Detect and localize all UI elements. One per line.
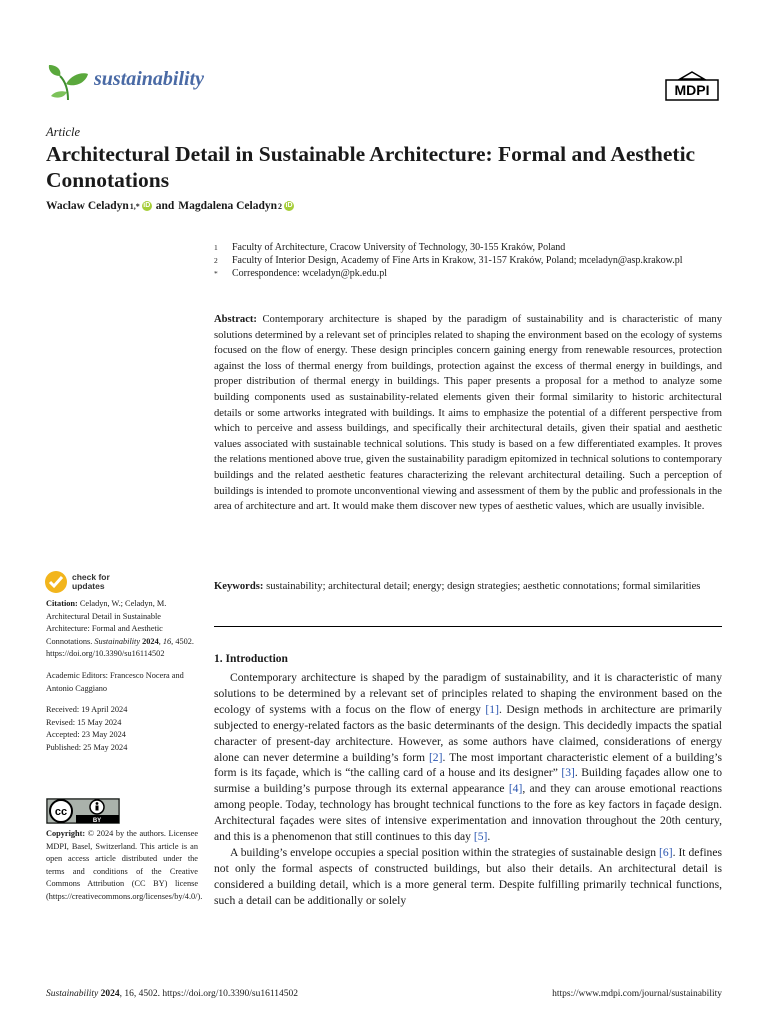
reference-link[interactable]: [2] [428, 750, 443, 764]
footer-doi[interactable]: , 16, 4502. https://doi.org/10.3390/su16114502 [119, 989, 299, 999]
footer-journal: Sustainability [46, 989, 99, 999]
reference-link[interactable]: [3] [561, 766, 575, 780]
author-list [46, 200, 294, 212]
citation: Citation: Celadyn, W.; Celadyn, M. Architectural Detail in Sustainable Architecture: Formal and Aesthetic Connotations. Sustainability 2024, 16, 4502. https://doi.org/10.3390/su16114502 [46, 599, 194, 659]
citation-text: Celadyn, W.; Celadyn, M. Architectural Detail in Sustainable Architecture: Formal and Aesthetic Connotations. [46, 599, 167, 646]
text-run: . Building façades allow one to surmise a building’s purpose through its external appearance [214, 766, 723, 796]
citation-doi[interactable]: , 4502. https://doi.org/10.3390/su16114502 [46, 636, 194, 659]
text-run: Contemporary architecture is shaped by the paradigm of sustainability, and it is characteristic of many solutions to be determined by a relevant set of principles related to shaping the environment based on the ecology of systems with a focus on the flow of energy [214, 671, 722, 716]
text-run: . [487, 830, 491, 844]
reference-link[interactable]: [5] [473, 830, 488, 844]
affiliation-mark: 1 [214, 243, 218, 252]
abstract [214, 312, 722, 515]
text-run: , and they can arouse emotional reactions among people. Today, technology has brought technical functions to the fore as key factors in façade design. Architectural façades were sites of intensive experimentation and innovation throughout the 20th century, and this is a phenomenon that still continues to this day [214, 782, 723, 844]
cc-by-label: BY [92, 818, 102, 824]
keywords [214, 579, 722, 595]
affiliation-text: Correspondence: wceladyn@pk.edu.pl [232, 268, 387, 279]
check-updates-line1: check for [72, 572, 110, 582]
cc-by-license-icon[interactable] [46, 798, 120, 824]
date-received: Received: 19 April 2024 [46, 705, 128, 715]
copyright-label: Copyright: [46, 829, 86, 838]
section-divider [214, 626, 722, 627]
copyright-notice [46, 828, 203, 904]
keywords-text: sustainability; architectural detail; energy; design strategies; aesthetic connotations; formal similarities [266, 581, 701, 592]
publisher-name: MDPI [674, 82, 710, 98]
journal-logo-icon [46, 62, 90, 102]
affiliation-mark: * [214, 269, 218, 278]
date-accepted: Accepted: 23 May 2024 [46, 730, 126, 740]
journal-name: sustainability [94, 68, 205, 90]
affiliation-text: Faculty of Architecture, Cracow University of Technology, 30-155 Kraków, Poland [232, 242, 566, 253]
paragraph [214, 845, 722, 909]
paragraph [214, 670, 722, 845]
mdpi-logo-icon [664, 70, 720, 102]
introduction-body [214, 670, 722, 909]
author-name[interactable]: Magdalena Celadyn [178, 200, 278, 212]
svg-text:cc: cc [54, 806, 68, 818]
text-run: A building’s envelope occupies a special position within the strategies of sustainable design [230, 845, 660, 859]
author-separator: and [155, 200, 175, 212]
affiliation-item [214, 254, 724, 267]
citation-journal: Sustainability [94, 636, 141, 646]
date-published: Published: 25 May 2024 [46, 742, 128, 752]
academic-editors: Academic Editors: Francesco Nocera and Antonio Caggiano [46, 670, 184, 693]
footer-journal-url[interactable]: https://www.mdpi.com/journal/sustainability [552, 989, 722, 999]
section-heading: 1. Introduction [214, 653, 288, 665]
affiliation-mark: 2 [214, 256, 218, 265]
abstract-label: Abstract: [214, 314, 257, 325]
text-run: . It defines not only the formal aspects of constructed buildings, but also their details. An architectural detail is considered a building detail, which is a more general term. Despite fulfilling primarily technical functions, such a detail can be additionally or solely [214, 845, 722, 907]
check-updates-line2: updates [72, 581, 105, 591]
affiliations [214, 241, 724, 280]
date-revised: Revised: 15 May 2024 [46, 717, 122, 727]
copyright-text: © 2024 by the authors. Licensee MDPI, Basel, Switzerland. This article is an open access article distributed under the terms and conditions of the Creative Commons Attribution (CC BY) license (https://creativecommons.org/licenses/by/4.0/). [46, 829, 203, 901]
author-affiliation-mark: 1,* [129, 201, 140, 211]
affiliation-text: Faculty of Interior Design, Academy of Fine Arts in Krakow, 31-157 Kraków, Poland; mceladyn@asp.krakow.pl [232, 255, 683, 266]
affiliation-item [214, 267, 724, 280]
affiliation-item [214, 241, 724, 254]
reference-link[interactable]: [6] [659, 845, 673, 859]
citation-year: 2024 [142, 636, 159, 646]
citation-volume: 16 [162, 636, 172, 646]
paper-title: Architectural Detail in Sustainable Architecture: Formal and Aesthetic Connotations [46, 142, 696, 192]
keywords-label: Keywords: [214, 581, 264, 592]
orcid-icon[interactable]: iD [143, 202, 151, 209]
article-type: Article [46, 125, 81, 139]
text-run: . Design methods in architecture are primarily subjected to energy-related factors as the basic determinants of the design. This decidedly impacts the spatial character of present-day architecture. However, as some authors have claimed, considerations of energy alone can never determine a building’s form [214, 702, 722, 764]
author-name[interactable]: Waclaw Celadyn [46, 200, 129, 212]
reference-link[interactable]: [1] [485, 702, 499, 716]
text-run: . The most important characteristic element of a building’s form is its façade, which is “the calling card of a house and its designer” [214, 750, 722, 780]
check-for-updates-button[interactable] [44, 570, 184, 594]
orcid-icon[interactable]: iD [285, 202, 293, 209]
footer-citation [46, 989, 298, 999]
footer-year: 2024 [100, 989, 120, 999]
citation-label: Citation: [46, 599, 78, 608]
author-affiliation-mark: 2 [278, 201, 283, 211]
reference-link[interactable]: [4] [508, 782, 523, 796]
check-updates-icon [44, 570, 68, 594]
abstract-text: Contemporary architecture is shaped by the paradigm of sustainability and is characteristic of many solutions determined by a relevant set of principles related to shaping the environment based on the ecology of systems focused on the flow of energy. These design principles concern gaining energy from renewable resources, protection against the loss of thermal energy from buildings, protection against the excess of thermal energy in buildings, and proper distribution of thermal energy in buildings. This paper presents a proposal for a method to analyze some building components used as sustainability-related elements given their formal similarity to historic architectural details or some artworks integrated with buildings. It aims to emphasize the potential of a different perspective from which to perceive and assess buildings, and specifically their architectural details, given their spatial and aesthetic values associated with sustainable technical solutions. This study is based on a few differentiated examples. It proves the relations mentioned above true, given the sustainability paradigm epitomized in technical solutions to contemporary buildings and the related aesthetic features characterizing the relevant architectural detailing. Such a perception of buildings is intended to promote unconventional viewing and assessment of them by the public and professionals in the area of architecture and art. It would make them discover new types of aesthetic values, which are usually invisible. [214, 314, 722, 513]
article-sidebar [46, 598, 198, 764]
